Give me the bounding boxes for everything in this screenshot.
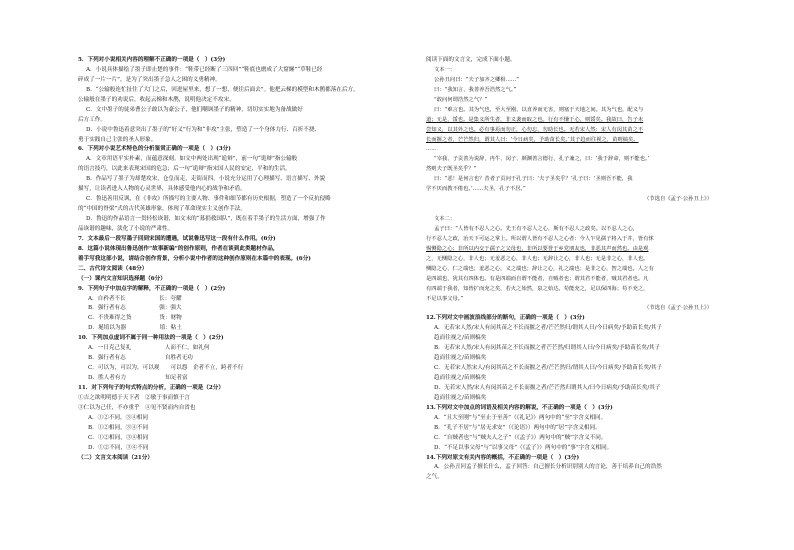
right-column-line: 学不厌而教不倦也。’……夫圣，孔子不居。” <box>426 186 526 193</box>
right-column-line: D．无若宋人然/宋人有闵其苗之不长而揠之者/芒芒然归谓其人/曰今日病矣/予助苗长矣/其子 <box>434 384 661 391</box>
right-column-line: 恻隐之心，仁之端也；羞恶之心，义之端也；辞让之心，礼之端也；是非之心，智之端也。人之有 <box>426 265 654 272</box>
left-column-line: C．文中墨子的徒弟曹公子敢以为豪公子，他们嘲讽墨子的精神，切切实实地为备战做好 <box>86 106 303 113</box>
right-column-line: 之气。 <box>426 474 443 481</box>
left-column-line: B．“公输般连忙扯住了大门之后，回进屋里来，想了一想，便往后面去”。他把云梯的模型和木鹊都落在后方， <box>86 86 359 93</box>
right-column-line: 趋而往视之/苗则槁矣 <box>434 375 487 381</box>
left-column-line: （二）文言文本阅读（21分） <box>78 454 153 461</box>
right-column-line: （节选自《孟子·公孙丑上》） <box>644 196 712 203</box>
left-column-line: D．胜人者有力 知足者富 <box>88 375 188 381</box>
left-column-line: B．强行者有志 强：强大 <box>88 305 182 312</box>
left-column-line: B．强行者有志 自胜者无功 <box>88 355 193 362</box>
right-column-line: “宰我、子贡善为说辞，冉牛、闵子、颜渊善言德行，孔子兼之，曰：‘我于辞命，则不能也。’ <box>434 156 650 163</box>
right-column-line: 孟子曰：“人皆有不忍人之心。先王有不忍人之心，斯有不忍人之政矣。以不忍人之心， <box>434 225 639 232</box>
left-column-line: 10．下列加点虚词不属于同一种用法的一项是（ ）(2分) <box>78 335 224 342</box>
right-column-line: 阅读下面的文言文，完成下面小题。 <box>426 57 516 63</box>
right-column-line: 13.下列对文中加点的词语及相关内容的解说，不正确的一项是（ ）(3分) <box>426 404 613 411</box>
left-column-line: B．作品写了墨子为却楚攻宋，仓皇而走，走街而四，小说充分运用了心理描写、语言描写、外貌 <box>86 176 326 183</box>
right-column-line: B．“孔子不居”与“居无求安”（《论语》）两句中的“居”字含义相同。 <box>434 424 601 431</box>
right-column-line: 曰：“我知言，我善养吾浩然之气。” <box>434 86 517 93</box>
right-column-line: A．“且大至刚”与“至止于至善”（《礼记》）两句中的“至”字含义相同。 <box>434 414 607 421</box>
right-column-line: 惕恻隐之心；非所以内交于孺子之父母也，非所以要誉于乡党朋友也，非恶其声而然也。由是观 <box>426 245 649 252</box>
right-column-line: D．“不足以事父母”与“以事父母”（《孟子》）两句中的“事”字含义相同。 <box>434 444 613 451</box>
right-column-line: （节选自《孟子·公孙丑上》） <box>644 305 712 312</box>
left-column-line: C．可以为，可以为，可以观 可以怨 企者不立，跨者不行 <box>88 365 244 372</box>
left-column-line: A．自矜者不长 长：夸耀 <box>88 295 182 302</box>
right-column-line: 是四端也，犹其有四体也。有是四端而自谓不能者，自贼者也；谓其君不能者，贼其君者也。凡 <box>426 275 649 282</box>
left-column-line: B．①②相同，③④不同 <box>88 424 149 431</box>
right-column-line: 文本一： <box>434 66 456 73</box>
right-column-line: 行不忍人之政，治天下可运之掌上。所以谓人皆有不忍人之心者：今人乍见孺子将入于井，皆有怵 <box>426 235 654 242</box>
right-column-line: 趋而往视之/苗则槁矣 <box>434 335 487 342</box>
left-column-line: 后方工作。 <box>78 116 106 123</box>
left-column-line: 品诙谐的趣味，淡化了小说的严肃性。 <box>78 225 174 232</box>
right-column-line: 公孙丑问曰：“夫子加齐之卿相……” <box>434 76 519 83</box>
left-column-line: 二、古代诗文阅读（48分） <box>78 265 148 272</box>
right-column-line: 曰：“难言也。其为气也，至大至刚，以直养而无害，则塞于天地之间。其为气也，配义与 <box>434 106 644 113</box>
right-column-line: C．无若宋人然宋人/有闵其苗之不长而揠之者/芒芒然归/谓其人曰/今日病矣/予助苗长矣/其子 <box>434 365 663 372</box>
left-column-line: D．鲁迅的作品语言一贯轻松诙谐，如文末的“募捐救国队”，既在着手墨子的生活方面，增强了作 <box>86 216 326 222</box>
right-column <box>426 56 748 483</box>
left-column-line: 5．下列对小说相关内容的理解不正确的一项是（ ）(3分) <box>78 57 226 63</box>
left-column-line: D．埏埴以为器 埴：粘土 <box>88 325 182 332</box>
left-column-line: ③仁以为己任，不亦重乎 ④见不贤而内自省也 <box>78 404 196 411</box>
left-column-line: A．一日克己复礼 人而不仁，如礼何 <box>88 345 210 352</box>
left-column-line: 的语言技巧，以此来表现宋国的危急；后一句“诡辩”指宋国人民的安定、平和的生活。 <box>78 166 291 173</box>
left-column-line: A．文章用语平实朴素，而蕴意深刻。如文中两处出现“诡辩”，前一句“诡辩”指公输般 <box>86 156 298 163</box>
right-column-line: 尝知义，以其外之也。必有事焉而勿正，心勿忘，勿助长也。无若宋人然：宋人有闵其苗之不 <box>426 126 644 133</box>
left-column-line: C．不贵难得之货 货：财物 <box>88 315 182 322</box>
right-column-line: B．无若宋人然/宋人有闵其苗之不长而揠之者芒芒然/归谓其人曰/今日病矣/予助苗长矣/其子 <box>434 345 661 352</box>
right-column-line: 14.下列对原文有关内容的概括，不正确的一项是（ ）(3分) <box>426 454 580 461</box>
left-column-line: 着手写我这部小说，请结合创作背景，分析小说中作者的这种创作原则在本篇中的表现。(6分) <box>78 255 311 262</box>
left-column-line: 8．这篇小说体现出鲁迅创作“故事新编”的创作原则，作者在谈到此类题材作品， <box>78 245 279 252</box>
right-column-line: C．“自贼者也”与“贼夫人之子”（《孟子》）两句中的“贼”字含义不同。 <box>434 434 607 441</box>
left-column-line: 碎成了一片一片”，是为了突出墨子急人之困的义勇精神。 <box>78 76 221 83</box>
left-column-line: 的“中国的脊梁”式的古代英雄形象，体现了革命现实主义创作手法。 <box>78 206 246 213</box>
right-column-line: 之，无恻隐之心，非人也；无羞恶之心，非人也；无辞让之心，非人也；无是非之心，非人也。 <box>426 255 649 262</box>
right-column-line: 12.下列对文中画波浪线部分的断句，正确的一项是（ ）(3分) <box>426 315 585 322</box>
right-column-line: 然则夫子既圣矣乎？” <box>426 166 477 173</box>
left-column-line: 11．对下列句子的句式特点的分析，正确的一项是（2分） <box>78 384 224 391</box>
left-column-line: A．①②不同，③④相同 <box>88 414 148 421</box>
left-column-line: 6．下列对小说艺术特色的分析鉴赏正确的一项是（ ）(3分) <box>78 146 231 153</box>
left-column-line: 9．下列句子中加点字的解释，不正确的一项是（ ）(2分) <box>78 285 226 292</box>
right-column-line: 道；无是，馁也。是集义所生者，非义袭而取之也。行有不慊于心，则馁矣。我故曰，告子未 <box>426 116 644 123</box>
right-column-line: 长而揠之者，芒芒然归，谓其人曰：‘今日病矣，予助苗长矣。’其子趋而往视之，苗则槁矣。 <box>426 136 639 143</box>
left-column-line: D．小说中鲁迅着意突出了墨子的“好义”行为和“非攻”主张，塑造了一个身体力行、百折不挠、 <box>86 126 321 133</box>
left-column-line: 勇于实践自己主张的圣人形象。 <box>78 136 157 143</box>
right-column-line: 不足以事父母。” <box>426 295 464 302</box>
left-column-line: 7．文本最后一段写墨子回到宋国的遭遇，试说鲁迅写这一段有什么作用。(6分) <box>78 235 276 242</box>
right-column-line: 曰：“恶！是何言也？昔者子贡问于孔子曰：‘夫子圣矣乎？’孔子曰：‘圣则吾不能，我 <box>434 176 633 183</box>
right-column-line: …… <box>426 146 437 153</box>
left-column-line: 描写，让读者进入人物的心灵世界，具体感受他内心的战争和矛盾。 <box>78 186 246 193</box>
left-column-line: A．小说具体描绘了墨子即止楚的事件：“鞋带已经断了三四回”“鞋底也磨成了大窟窿”“草鞋已经 <box>86 66 323 73</box>
right-column-line: A．公孙丑问孟子擅长什么，孟子回答：自己擅长分析识别别人的言论，善于培养自己的浩然 <box>434 464 662 471</box>
left-column-line: C．①②相同，③④相同 <box>88 434 149 441</box>
left-column-line: ①吉之欲明明德于天下者 ②敏于事而慎于言 <box>78 394 190 401</box>
left-column-line: D．①②不同，③④不同 <box>88 444 149 451</box>
left-column-line: 公输般在墨子的劝说后，收起云梯和木鹊，说明他决定不攻宋。 <box>78 96 235 103</box>
right-column-line: 趋而往视之/苗则槁矣 <box>434 394 487 401</box>
left-column-line: （一）课内文言知识选择题（6分） <box>78 275 166 282</box>
right-column-line: “敢问何谓浩然之气？” <box>434 96 488 103</box>
left-column-line: C．鲁迅善用反讽，在《非攻》所描写的主要人物、事件和细节都有历史根据，塑造了一个反抗侵略 <box>86 196 331 203</box>
right-column-line: A．无若宋人然/宋人有闵其苗之不长而揠之者/芒芒然归/谓其人曰/今日病矣/予助苗长矣/其子 <box>434 325 662 332</box>
right-column-line <box>426 205 748 215</box>
right-column-line: 趋而往视之/苗则槁矣 <box>434 355 487 362</box>
right-column-line: 有四端于我者，知皆扩而充之矣，若火之始然，泉之始达。苟能充之，足以保四海；苟不充之， <box>426 285 649 292</box>
left-column <box>78 56 400 463</box>
right-column-line: 文本二： <box>434 216 456 222</box>
